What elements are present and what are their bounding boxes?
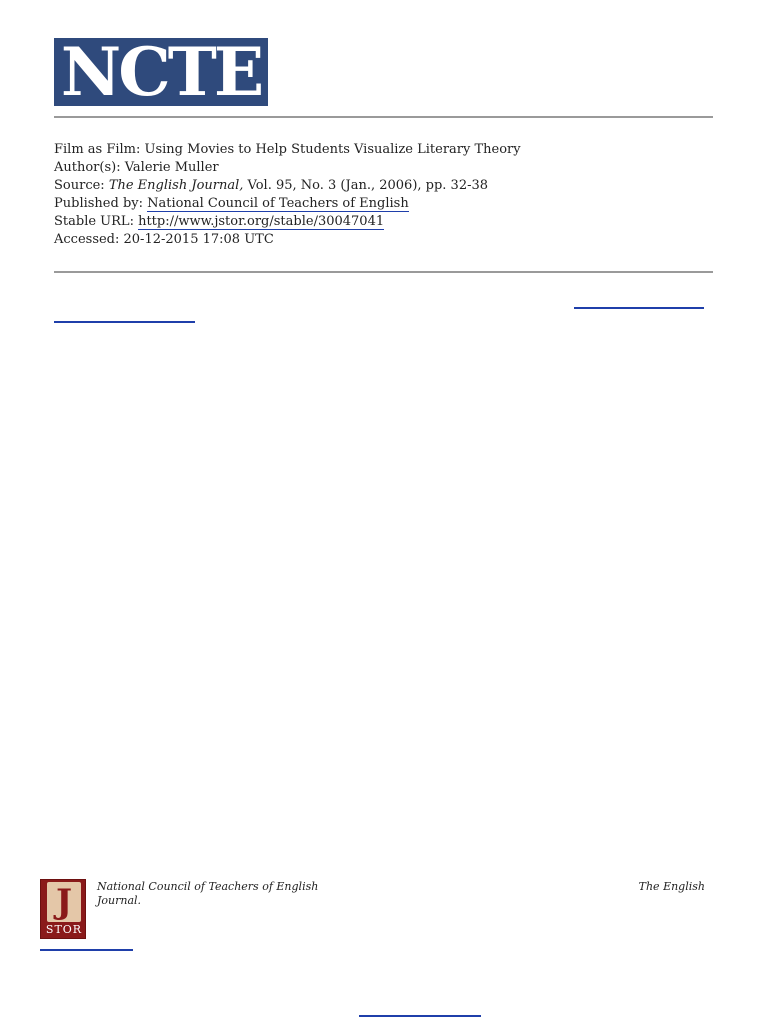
article-source	[54, 177, 521, 195]
footer-link-underline-1[interactable]	[40, 949, 133, 951]
footer-journal-word: Journal.	[97, 894, 142, 907]
jstor-logo-emblem	[47, 882, 81, 922]
jstor-logo	[40, 879, 86, 939]
article-title: Film as Film: Using Movies to Help Students Visualize Literary Theory	[54, 142, 521, 157]
source-prefix: Source:	[54, 178, 109, 193]
article-stable-url	[54, 213, 521, 231]
source-journal: The English Journal,	[108, 178, 244, 193]
ncte-logo-text: NCTE	[60, 38, 262, 106]
jstor-logo-letter: J	[55, 882, 73, 922]
stable-url-prefix: Stable URL:	[54, 214, 139, 229]
top-divider	[54, 116, 713, 118]
article-accessed: Accessed: 20-12-2015 17:08 UTC	[54, 232, 274, 247]
bottom-divider	[54, 271, 713, 273]
article-authors: Author(s): Valerie Muller	[54, 160, 219, 175]
footer-collaboration-text	[97, 880, 357, 908]
terms-link-underline-1[interactable]	[574, 307, 704, 309]
publisher-link[interactable]: National Council of Teachers of English	[147, 196, 409, 211]
stable-url-link[interactable]: http://www.jstor.org/stable/30047041	[138, 214, 385, 229]
ncte-logo	[54, 38, 268, 106]
jstor-logo-word: STOR	[45, 923, 83, 936]
publisher-prefix: Published by:	[54, 196, 148, 211]
citation-block	[54, 141, 521, 249]
footer-link-underline-2[interactable]	[359, 1015, 481, 1017]
footer-publisher-name: National Council of Teachers of English	[97, 880, 319, 893]
article-publisher	[54, 195, 521, 213]
source-details: Vol. 95, No. 3 (Jan., 2006), pp. 32-38	[243, 178, 489, 193]
terms-link-underline-2[interactable]	[54, 321, 195, 323]
footer-journal-name: The English	[638, 880, 705, 893]
